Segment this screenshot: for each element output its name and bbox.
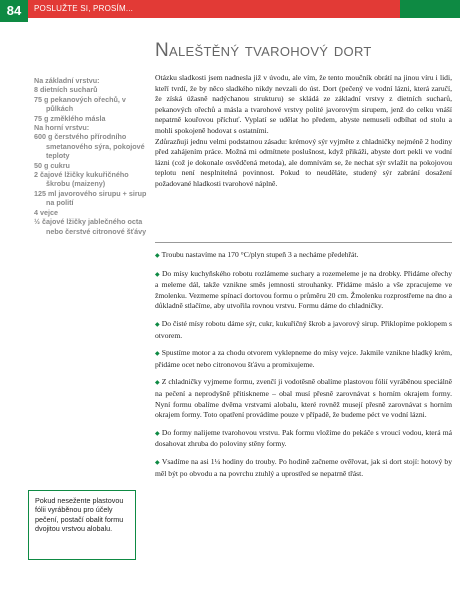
method-step: ◆ Do formy nalijeme tvarohovou vrstvu. Pak formu vložíme do pekáče s vroucí vodou, která má dosahovat zhruba do poloviny stěny formy.: [155, 427, 452, 449]
tip-box: Pokud nesežente plastovou fólii vyráběnou pro účely pečení, postačí obalit formu dvojitou vrstvou alobalu.: [28, 490, 136, 560]
header-corner-accent: [400, 0, 460, 18]
method-step: ◆ Troubu nastavíme na 170 °C/plyn stupeň 3 a necháme předehřát.: [155, 250, 359, 259]
method-step: ◆ Do čisté mísy robotu dáme sýr, cukr, kukuřičný škrob a javorový sirup. Přiklopíme poklopem s otvorem.: [155, 318, 452, 340]
section-divider: [155, 242, 452, 243]
section-title: POSLUŽTE SI, PROSÍM...: [28, 0, 400, 18]
bullet-icon: ◆: [155, 430, 160, 437]
recipe-title: Naleštěný tvarohový dort: [155, 40, 372, 61]
ingredients-list: [34, 76, 152, 236]
bullet-icon: ◆: [155, 271, 160, 278]
ingredient-item: 2 čajové lžičky kukuřičného škrobu (maizeny): [34, 170, 129, 189]
bullet-icon: ◆: [155, 459, 160, 466]
method-step: ◆ Spustíme motor a za chodu otvorem vyklepneme do mísy vejce. Jakmile vznikne hladký krém, přidáme ocet nebo citronovou šťávu a promixujeme.: [155, 348, 452, 369]
ingredient-item: 600 g čerstvého přírodního smetanového sýra, pokojové teploty: [34, 132, 145, 161]
method-steps: [155, 250, 452, 486]
ingredient-item: 75 g změklého másla: [34, 113, 106, 123]
bullet-icon: ◆: [155, 253, 160, 259]
intro-paragraph: Otázku sladkosti jsem nadnesla již v úvodu, ale vím, že tento moučník obrátí na jinou víru i lidi, kteří tvrdí, že by něco sladkého nikdy nevzali do úst. Dort (pečený ve vodní lázni, která zaručí, že získá úžasně nadýchanou strukturu) se skládá ze základní vrstvy z dietních sucharů, pekanových ořechů a másla a tvarohové vrstvy polité javorovým sirupem, jenž do celku vnáší nepatrně kouřovou příchuť. Vyplatí se udělat ho předem, abyste nemuseli odbíhat od stolu a mohli spokojeně hodovat s ostatními.: [155, 73, 452, 135]
ingredient-item: 125 ml javorového sirupu + sirup na polití: [34, 188, 147, 208]
intro-text: [155, 73, 452, 190]
intro-paragraph: Zdůrazňuji jednu velmi podstatnou zásadu: krémový sýr vyjměte z chladničky nejméně 2 hodiny před zahájením práce. Možná mi odmítnete poslušnost, když přikáži, abyste dort pekli ve vodní lázni (což je dokonale osvědčená metoda), ale domnívám se, že nechat sýr svlažit na pokojovou teplotu není nesplnitelná povinnost. Pokud to neuděláte, studený sýr zabrání dosažení požadované hladkosti tvarohové náplně.: [155, 136, 452, 188]
method-step: ◆ Z chladničky vyjmeme formu, zvenčí ji vodotěsně obalíme plastovou fólií vyráběnou speciálně na pečení a neprodyšně přitiskneme – obal musí přesně zarovnávat s horním okrajem formy. Nyní formu obalíme dvěma vrstvami alobalu, které rovněž musejí přesně zarovnávat s horním okrajem formy. Toto opatření provádíme pouze v případě, že budeme péct ve vodní lázni.: [155, 377, 452, 420]
ingredient-item: ½ čajové lžičky jablečného octa nebo čerstvé citronové šťávy: [34, 217, 147, 236]
ingredient-item: 4 vejce: [34, 207, 58, 217]
bullet-icon: ◆: [155, 380, 160, 387]
bullet-icon: ◆: [155, 321, 160, 328]
method-step: ◆ Do mísy kuchyňského robotu rozlámeme suchary a rozemeleme je na drobky. Přidáme ořechy a meleme dál, takže vznikne směs jemnosti strouhanky. Přidáme máslo a vše zpracujeme ve žmolenku. Vezmeme spínací dortovou formu o průměru 20 cm. Žmolenku rozprostřeme na dno a důkladně stlačíme, aby utvořila rovnou vrstvu. Formu dáme do chladničky.: [155, 268, 452, 311]
ingredient-item: 50 g cukru: [34, 160, 70, 170]
method-step: ◆ Vsadíme na asi 1¼ hodiny do trouby. Po hodině začneme ověřovat, jak si dort stojí: hotový by měl být po obvodu a na povrchu ztuhlý a uprostřed se nepatrně třást.: [155, 456, 452, 478]
ingredient-heading: Na základní vrstvu:: [34, 76, 100, 85]
bullet-icon: ◆: [155, 351, 160, 358]
ingredient-item: 75 g pekanových ořechů, v půlkách: [34, 94, 126, 114]
page-number: 84: [0, 0, 28, 22]
page-header: [0, 0, 460, 22]
ingredient-item: 8 dietních sucharů: [34, 85, 98, 95]
ingredient-heading: Na horní vrstvu:: [34, 123, 90, 133]
